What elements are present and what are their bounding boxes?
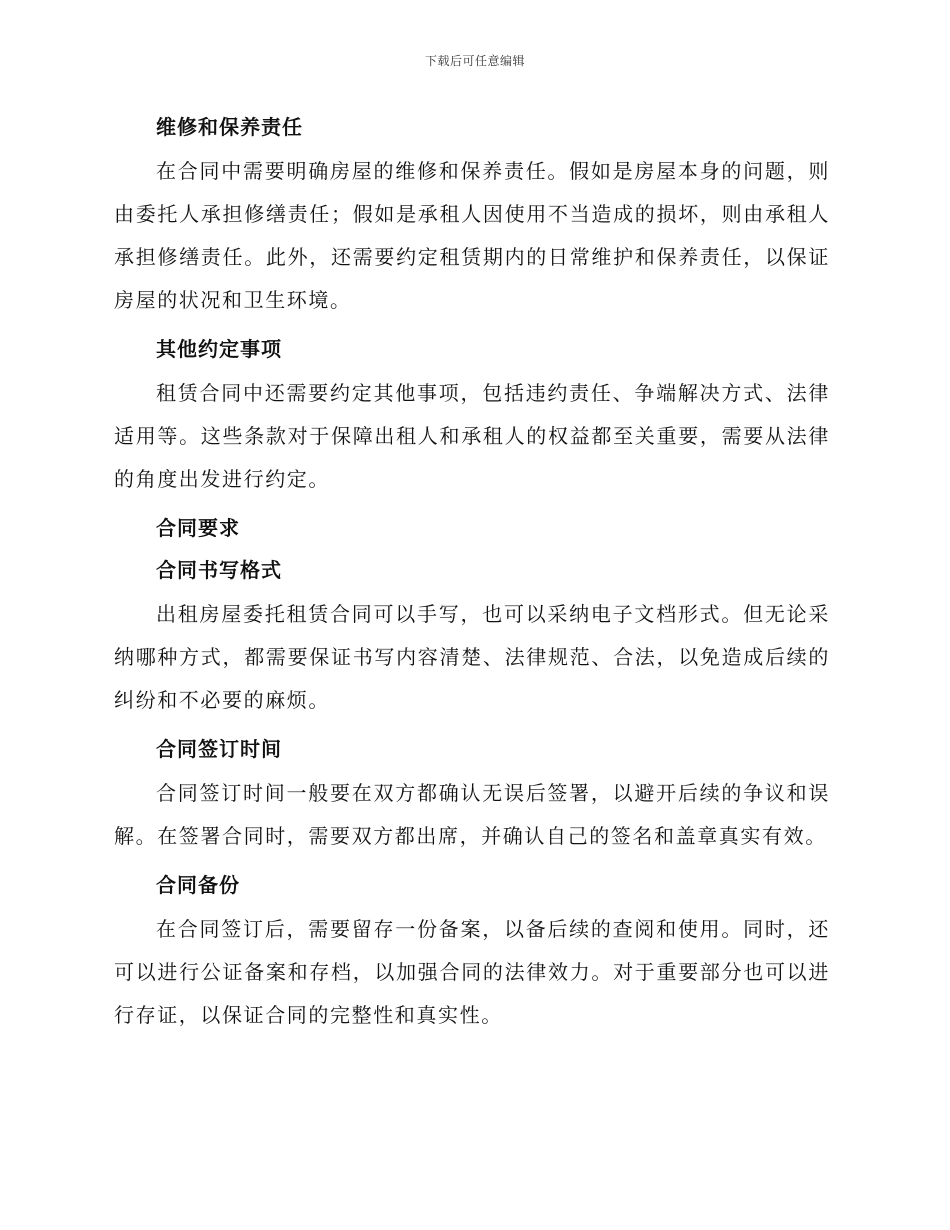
section-paragraph-writing-format: 出租房屋委托租赁合同可以手写，也可以采纳电子文档形式。但无论采纳哪种方式，都需要保证书写内容清楚、法律规范、合法，以免造成后续的纠纷和不必要的麻烦。 <box>114 602 830 712</box>
section-heading-other-matters: 其他约定事项 <box>156 337 282 361</box>
section-heading-contract-requirements: 合同要求 <box>156 516 240 540</box>
section-paragraph-signing-time: 合同签订时间一般要在双方都确认无误后签署，以避开后续的争议和误解。在签署合同时，需要双方都出席，并确认自己的签名和盖章真实有效。 <box>114 781 830 848</box>
section-paragraph-backup: 在合同签订后，需要留存一份备案，以备后续的查阅和使用。同时，还可以进行公证备案和存档，以加强合同的法律效力。对于重要部分也可以进行存证，以保证合同的完整性和真实性。 <box>114 917 830 1027</box>
section-heading-signing-time: 合同签订时间 <box>156 737 282 761</box>
page-header: 下载后可任意编辑 <box>424 54 525 68</box>
section-heading-backup: 合同备份 <box>156 873 240 897</box>
section-heading-writing-format: 合同书写格式 <box>156 558 282 582</box>
section-heading-maintenance: 维修和保养责任 <box>156 115 303 139</box>
document-body <box>114 106 830 1043</box>
section-paragraph-maintenance: 在合同中需要明确房屋的维修和保养责任。假如是房屋本身的问题，则由委托人承担修缮责任；假如是承租人因使用不当造成的损坏，则由承租人承担修缮责任。此外，还需要约定租赁期内的日常维护和保养责任，以保证房屋的状况和卫生环境。 <box>114 159 830 312</box>
section-paragraph-other-matters: 租赁合同中还需要约定其他事项，包括违约责任、争端解决方式、法律适用等。这些条款对于保障出租人和承租人的权益都至关重要，需要从法律的角度出发进行约定。 <box>114 381 830 491</box>
